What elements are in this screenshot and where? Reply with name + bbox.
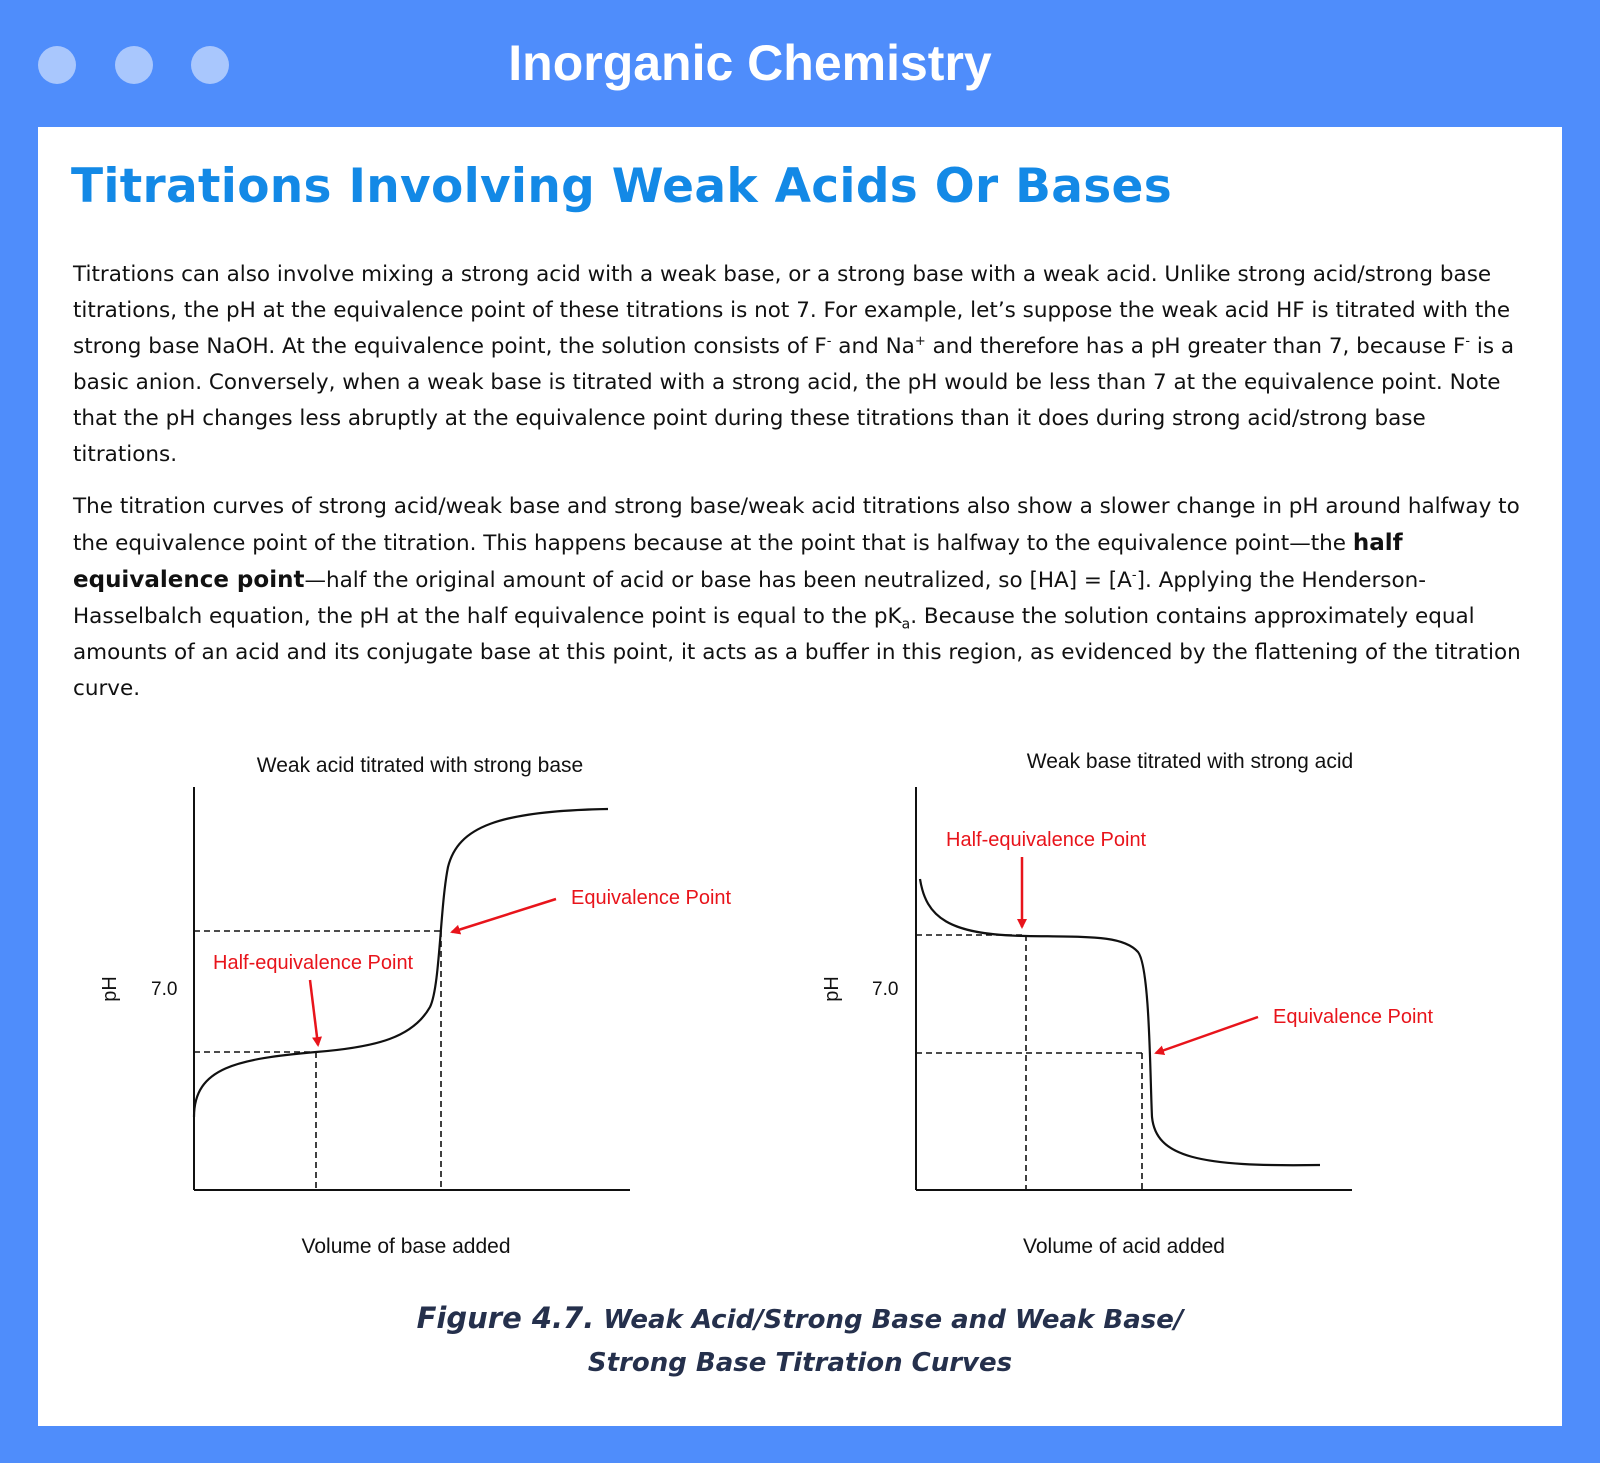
p2-bold-term: half equivalence point <box>73 530 1403 593</box>
right-y-label: pH <box>821 976 843 1002</box>
p1-sup-1: - <box>826 333 832 349</box>
p2-text-2: —half the original amount of acid or base has been neutralized, so [HA] = [A <box>304 568 1132 593</box>
figure-caption <box>38 1297 1562 1385</box>
paragraph-2 <box>73 489 1533 707</box>
p1-text-1: Titrations can also involve mixing a strong acid with a weak base, or a strong base with a weak acid. Unlike strong acid/strong base titrations, the pH at the equivalence point of these titrations is not 7. For example, let’s suppose the weak acid HF is titrated with the strong base NaOH. At the equivalence point, the solution consists of F <box>73 262 1511 359</box>
right-x-label: Volume of acid added <box>1023 1235 1225 1258</box>
title-bar <box>0 0 1600 128</box>
caption-line-2: Strong Base Titration Curves <box>587 1348 1013 1378</box>
p1-sup-2: + <box>914 333 926 349</box>
p1-text-2: and Na <box>831 334 915 359</box>
p2-text-3: ]. Applying the Henderson-Hasselbalch equation, the pH at the half equivalence point is equal to the pK <box>73 568 1427 629</box>
left-y-tick-7: 7.0 <box>151 979 178 1000</box>
right-eq-arrow <box>1156 1017 1258 1053</box>
titration-curves-svg <box>38 747 1562 1307</box>
p2-sub: a <box>901 616 911 633</box>
caption-text-1: Weak Acid/Strong Base and Weak Base/ <box>603 1305 1184 1335</box>
left-plot-title: Weak acid titrated with strong base <box>256 754 584 777</box>
article-heading: Titrations Involving Weak Acids Or Bases <box>71 159 1172 214</box>
left-half-eq-arrow <box>310 980 318 1045</box>
left-half-eq-label: Half-equivalence Point <box>213 952 414 974</box>
left-y-label: pH <box>99 976 121 1002</box>
right-half-eq-label: Half-equivalence Point <box>946 829 1147 851</box>
p1-text-3: and therefore has a pH greater than 7, because F <box>925 334 1466 359</box>
left-plot <box>99 754 732 1258</box>
content-panel <box>38 127 1562 1426</box>
p2-text-1: The titration curves of strong acid/weak base and strong base/weak acid titrations also show a slower change in pH around halfway to the equivalence point of the titration. This happens because at the point that is halfway to the equivalence point—the <box>73 494 1520 556</box>
titration-figure <box>38 747 1562 1307</box>
window-title: Inorganic Chemistry <box>508 35 992 91</box>
left-eq-arrow <box>452 899 556 932</box>
left-x-label: Volume of base added <box>301 1235 511 1258</box>
paragraph-1 <box>73 257 1533 473</box>
p1-text-4: is a basic anion. Conversely, when a weak base is titrated with a strong acid, the pH would be less than 7 at the equivalence point. Note that the pH changes less abruptly at the equivalence point during these titrations than it does during strong acid/strong base titrations. <box>73 334 1515 467</box>
caption-line-1 <box>38 1297 1562 1342</box>
right-eq-label: Equivalence Point <box>1273 1006 1434 1028</box>
right-titration-curve <box>920 879 1320 1165</box>
caption-number: Figure 4.7. <box>416 1301 595 1335</box>
p2-sup: - <box>1131 567 1137 583</box>
left-eq-label: Equivalence Point <box>571 887 732 909</box>
right-plot <box>821 750 1434 1258</box>
p1-sup-3: - <box>1465 333 1471 349</box>
article-body <box>73 257 1533 723</box>
p2-text-4: . Because the solution contains approximately equal amounts of an acid and its conjugate base at this point, it acts as a buffer in this region, as evidenced by the flattening of the titration curve. <box>73 604 1521 701</box>
right-plot-title: Weak base titrated with strong acid <box>1026 750 1354 773</box>
right-y-tick-7: 7.0 <box>872 979 899 1000</box>
